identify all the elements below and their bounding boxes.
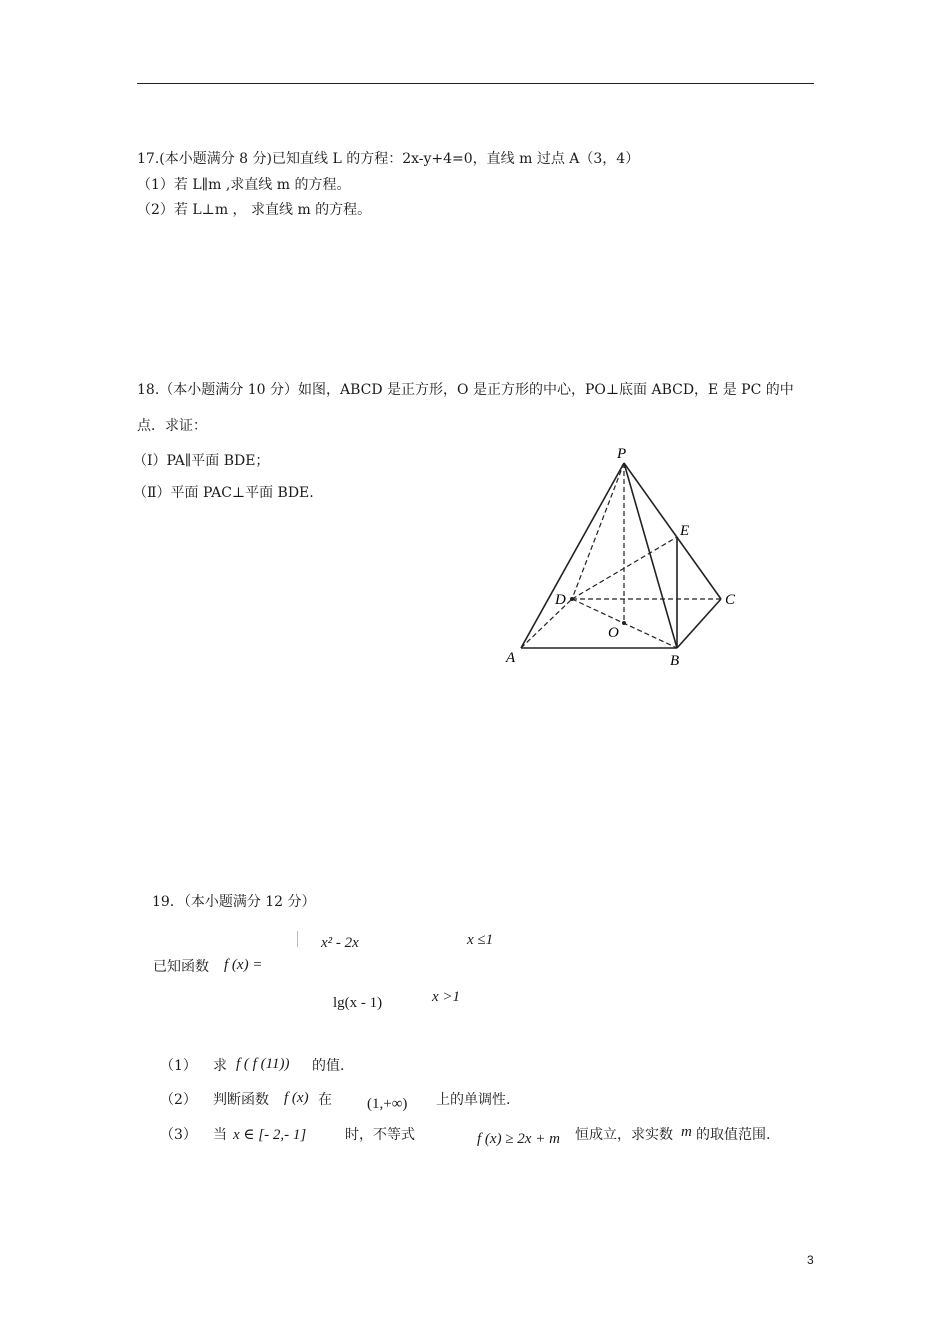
- case2-expression: lg(x - 1): [333, 995, 383, 1011]
- label-d: D: [555, 592, 566, 608]
- q17-part2: （2）若 L⊥m ， 求直线 m 的方程。: [137, 202, 372, 218]
- q19-part1-text-a: 求: [213, 1058, 227, 1074]
- edge-pa: [521, 463, 624, 648]
- q18-stem-line2: 点．求证：: [137, 418, 207, 434]
- label-c: C: [725, 592, 736, 608]
- page-number: 3: [807, 1253, 814, 1267]
- q17-part1: （1）若 L∥m ,求直线 m 的方程。: [137, 177, 351, 193]
- q19-part3-text-b: 时，不等式: [345, 1127, 415, 1143]
- edge-pb: [624, 463, 677, 648]
- q19-part2-interval: (1,+∞): [367, 1096, 408, 1112]
- case1-condition: x ≤1: [467, 932, 494, 948]
- q17-stem: 17.(本小题满分 8 分)已知直线 L 的方程：2x-y+4=0，直线 m 过点 A（3，4）: [137, 151, 640, 167]
- case2-condition: x >1: [432, 989, 461, 1005]
- q19-part3-text-a: 当: [213, 1127, 227, 1143]
- q19-part1-number: （1）: [160, 1058, 197, 1074]
- label-p: P: [617, 446, 627, 462]
- point-o: [622, 621, 626, 625]
- q19-part3-text-c: 恒成立，求实数: [575, 1127, 673, 1143]
- point-d: [570, 597, 574, 601]
- q19-part3-text-d: 的取值范围.: [696, 1127, 771, 1143]
- q19-part2-expression: f (x): [284, 1090, 309, 1106]
- q19-stem: 19．（本小题满分 12 分）: [152, 894, 316, 910]
- case1-expression: x² - 2x: [321, 935, 359, 951]
- edge-pd-hidden: [572, 463, 624, 599]
- piecewise-brace: [297, 931, 298, 947]
- q19-part2-text-a: 判断函数: [213, 1092, 269, 1108]
- edge-pc: [624, 463, 721, 599]
- label-o: O: [608, 625, 619, 641]
- q18-part2: （Ⅱ）平面 PAC⊥平面 BDE.: [133, 485, 314, 501]
- label-a: A: [506, 650, 516, 666]
- label-e: E: [680, 523, 690, 539]
- q19-part3-variable: m: [681, 1124, 692, 1140]
- q19-part2-number: （2）: [160, 1092, 197, 1108]
- q19-part3-inequality: f (x) ≥ 2x + m: [477, 1131, 560, 1147]
- q19-function-name: f (x) =: [224, 957, 263, 973]
- q18-stem-line1: 18.（本小题满分 10 分）如图，ABCD 是正方形，O 是正方形的中心，PO⊥底面 ABCD，E 是 PC 的中: [137, 382, 794, 398]
- header-rule: [137, 83, 814, 84]
- q19-part3-number: （3）: [160, 1127, 197, 1143]
- q19-part1-text-b: 的值.: [312, 1058, 345, 1074]
- q19-part1-expression: f ( f (11)): [236, 1056, 290, 1072]
- q19-function-intro: 已知函数: [153, 959, 209, 975]
- q19-part2-text-b: 在: [318, 1092, 332, 1108]
- pyramid-figure: [500, 440, 750, 675]
- q19-part3-expression: x ∈ [- 2,- 1]: [233, 1127, 307, 1143]
- edge-bc: [677, 599, 721, 648]
- label-b: B: [670, 653, 680, 669]
- q19-part2-text-c: 上的单调性.: [436, 1092, 511, 1108]
- q18-part1: （Ⅰ）PA∥平面 BDE；: [133, 453, 270, 469]
